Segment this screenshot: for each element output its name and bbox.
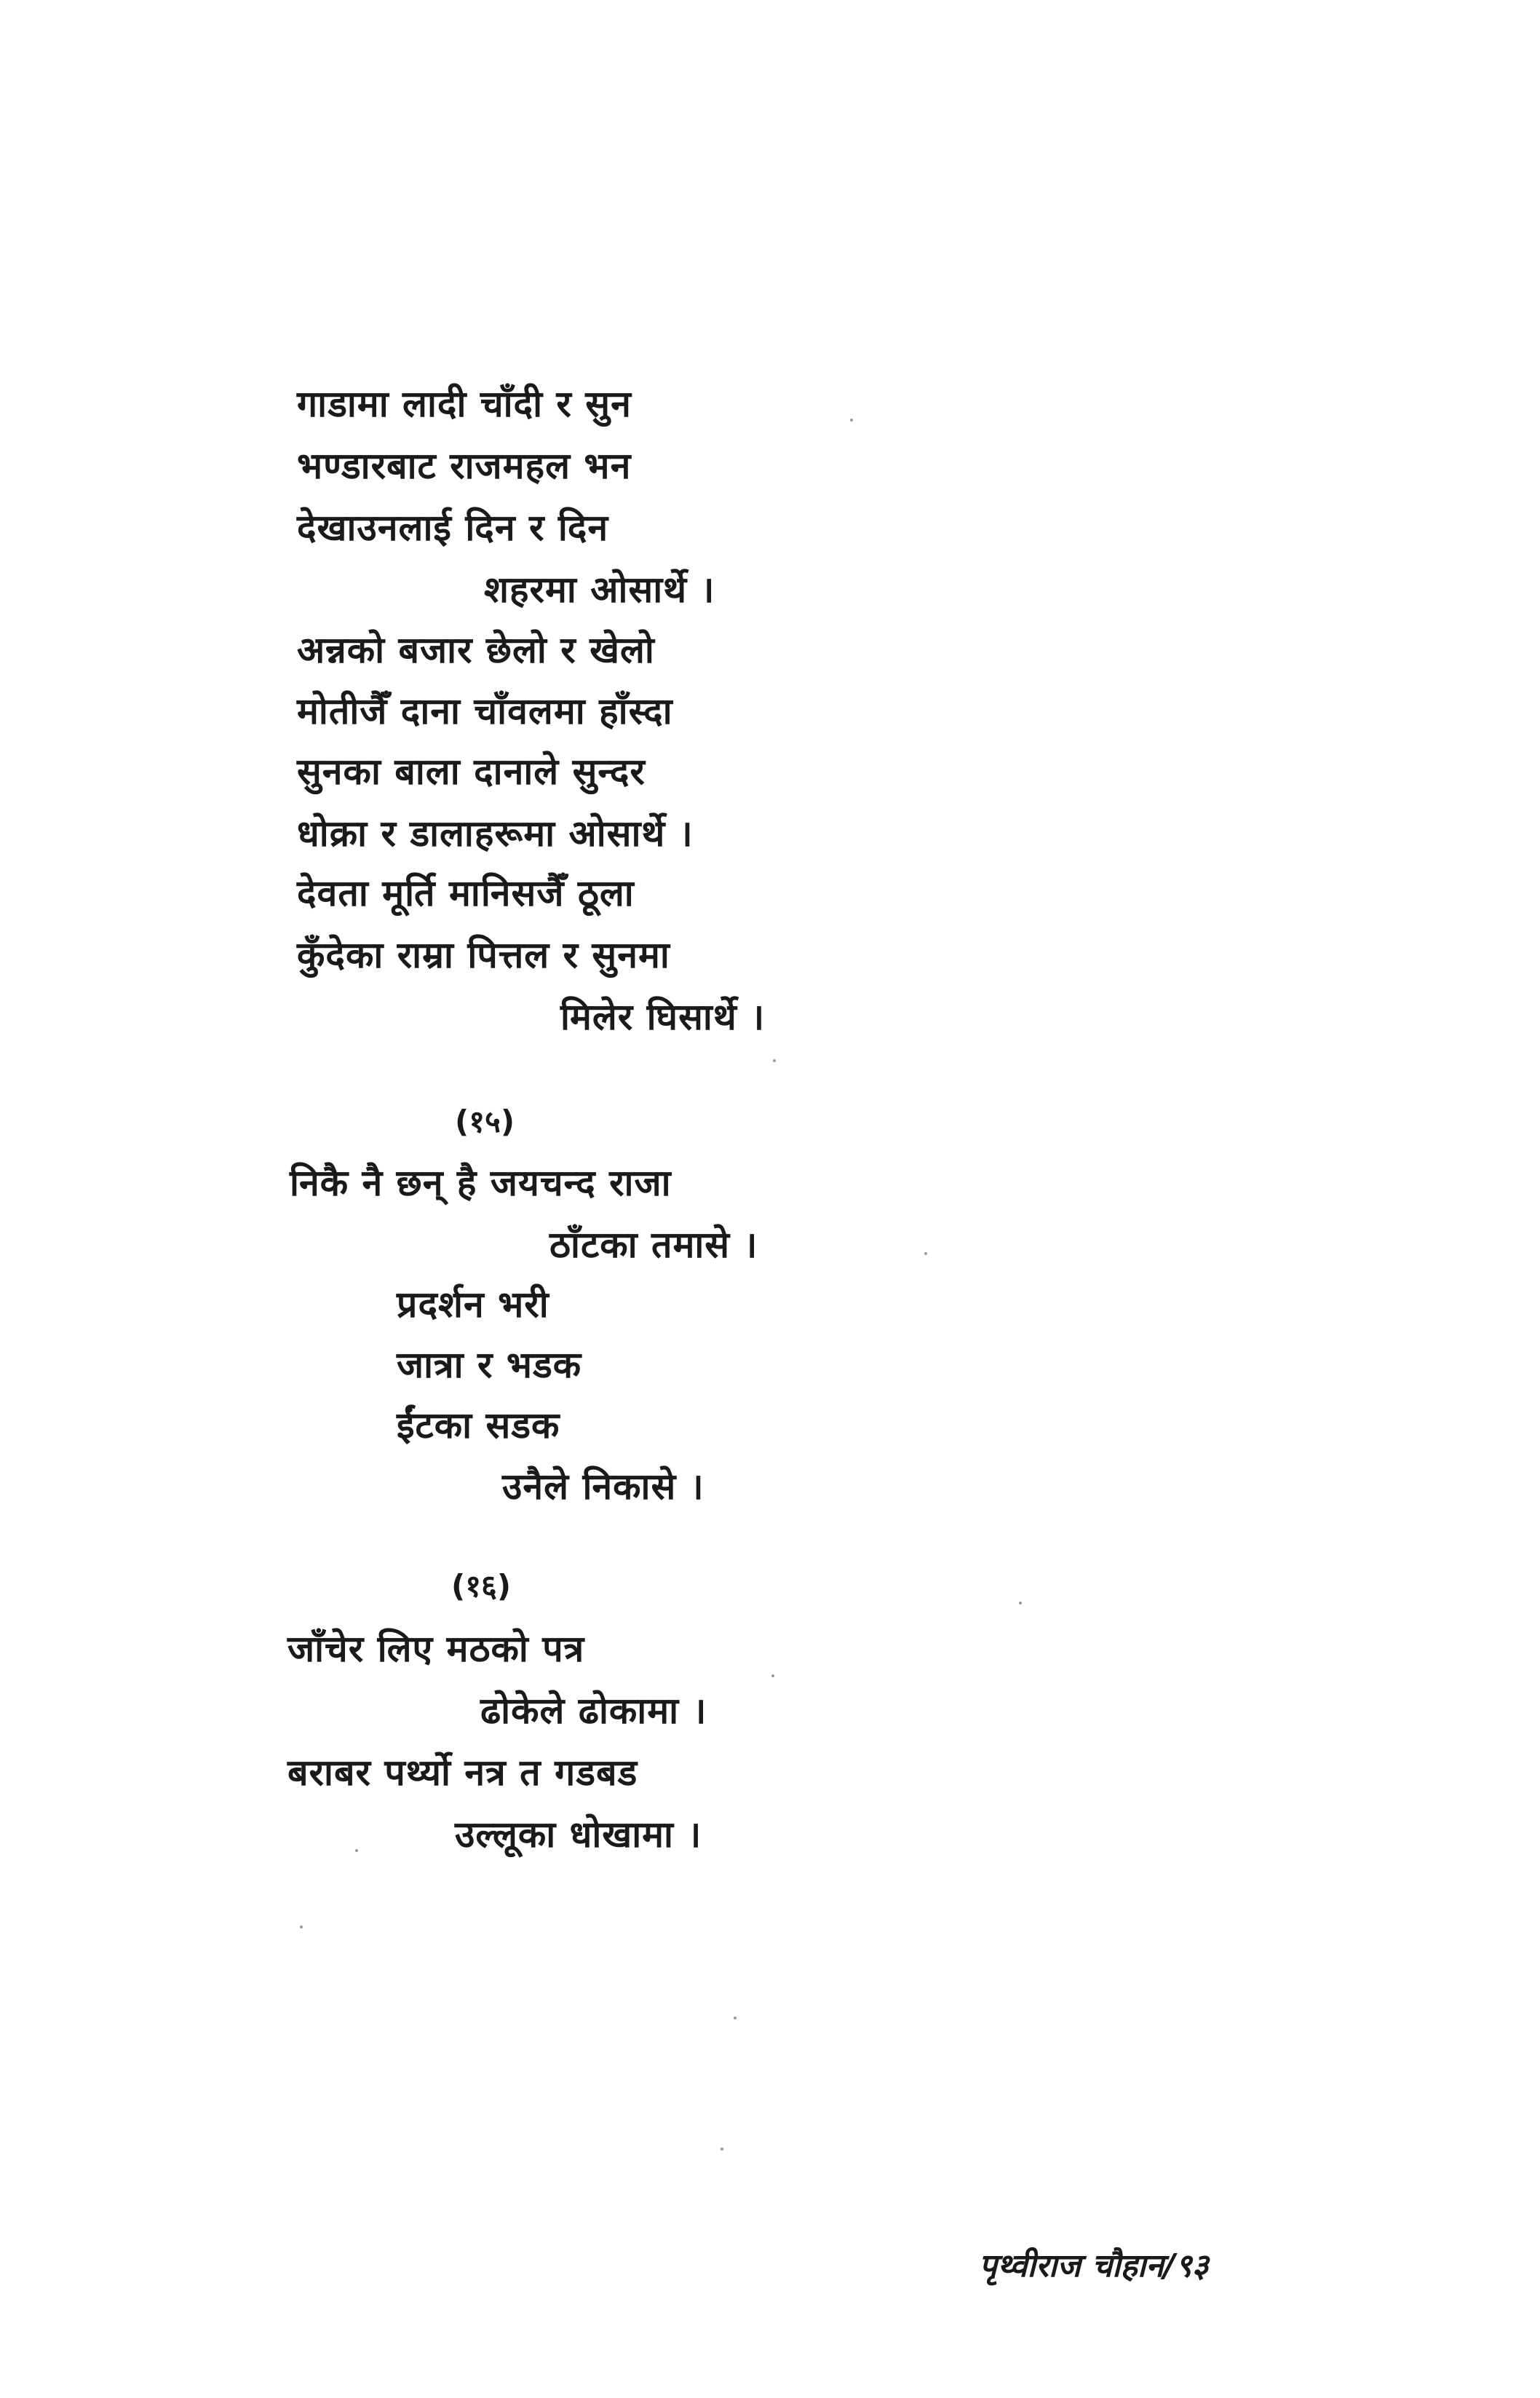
- verse-line: ढोकेले ढोकामा ।: [480, 1690, 707, 1732]
- verse-line: उल्लूका धोखामा ।: [455, 1813, 702, 1856]
- verse-line: ईंटका सडक: [397, 1404, 560, 1447]
- scan-speck: [734, 2017, 737, 2019]
- stanza-number: (१६): [451, 1568, 512, 1604]
- verse-line: बराबर पर्थ्यो नत्र त गडबड: [287, 1752, 638, 1794]
- verse-line: ठाँटका तमासे ।: [549, 1224, 758, 1266]
- verse-line: धोक्रा र डालाहरूमा ओसार्थे ।: [297, 812, 694, 855]
- verse-line: देवता मूर्ति मानिसजैँ ठूला: [297, 872, 635, 914]
- scan-speck: [721, 2148, 723, 2150]
- running-footer: पृथ्वीराज चौहान/९३: [979, 2247, 1209, 2284]
- scan-speck: [1019, 1602, 1022, 1604]
- scan-speck: [771, 1674, 774, 1677]
- scan-speck: [924, 1252, 927, 1255]
- verse-line: सुनका बाला दानाले सुन्दर: [297, 751, 646, 793]
- verse-line: अन्नको बजार छेलो र खेलो: [297, 629, 655, 671]
- scan-speck: [773, 1059, 776, 1062]
- verse-line: गाडामा लादी चाँदी र सुन: [297, 383, 632, 425]
- verse-line: प्रदर्शन भरी: [397, 1283, 549, 1326]
- scan-speck: [300, 1926, 303, 1928]
- verse-line: निकै नै छन् है जयचन्द राजा: [290, 1162, 672, 1204]
- verse-line: कुँदेका राम्रा पित्तल र सुनमा: [297, 934, 670, 976]
- verse-line: जात्रा र भडक: [397, 1344, 582, 1386]
- scan-speck: [355, 1849, 358, 1852]
- verse-line: मिलेर घिसार्थे ।: [560, 996, 766, 1038]
- verse-line: जाँचेर लिए मठको पत्र: [287, 1628, 585, 1670]
- verse-line: देखाउनलाई दिन र दिन: [297, 507, 609, 549]
- scan-speck: [850, 419, 853, 422]
- verse-line: शहरमा ओसार्थे ।: [484, 569, 715, 611]
- verse-line: मोतीजैँ दाना चाँवलमा हाँस्दा: [297, 690, 673, 732]
- stanza-number: (१५): [455, 1104, 515, 1139]
- verse-line: उनैले निकासे ।: [502, 1465, 704, 1508]
- verse-line: भण्डारबाट राजमहल भन: [297, 445, 632, 487]
